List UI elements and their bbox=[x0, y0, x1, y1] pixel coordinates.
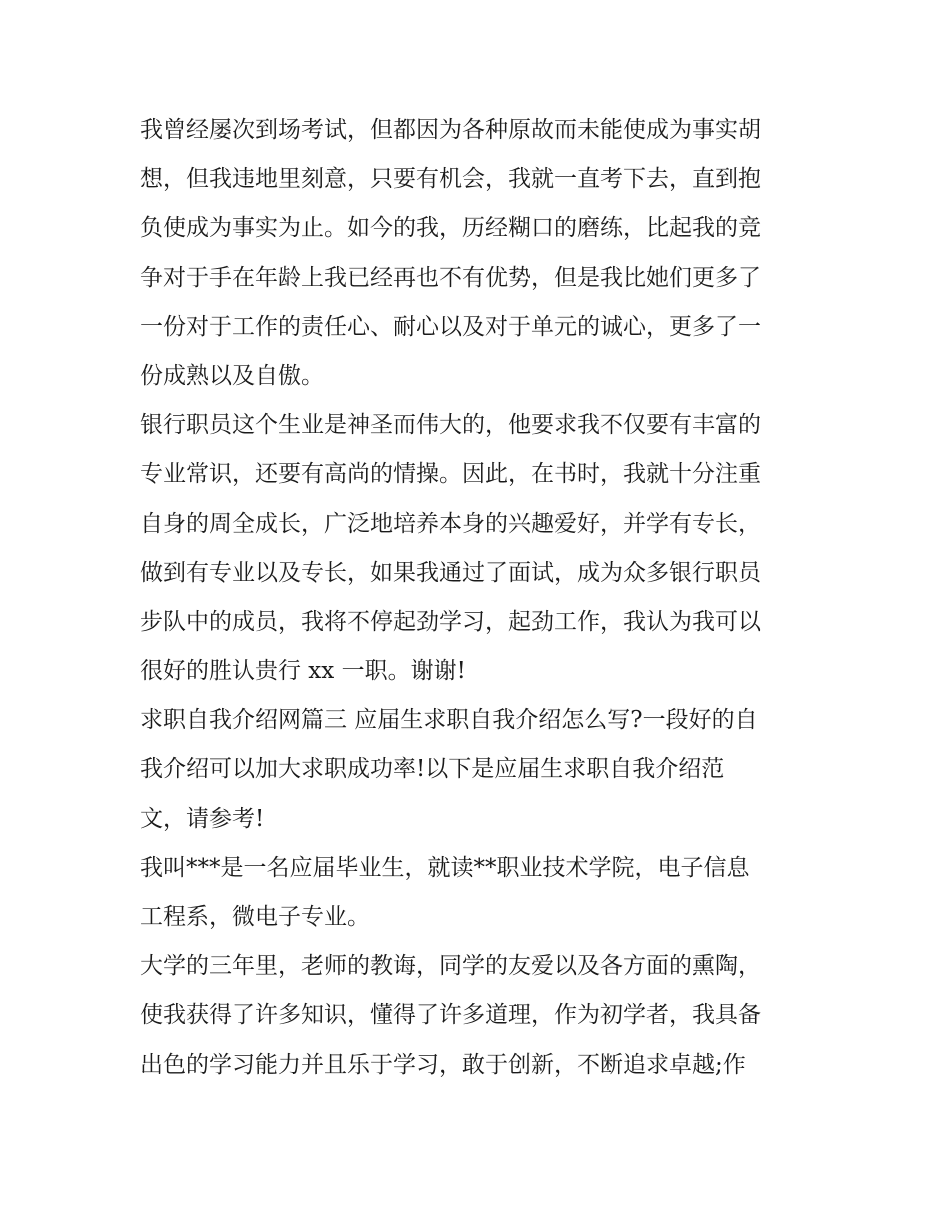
document-body bbox=[140, 106, 820, 1090]
text-line: 我介绍可以加大求职成功率!以下是应届生求职自我介绍范 bbox=[140, 756, 725, 783]
text-line: 文，请参考! bbox=[140, 805, 265, 832]
text-line: 我曾经屡次到场考试，但都因为各种原故而未能使成为事实胡 bbox=[140, 117, 761, 143]
text-line: 求职自我介绍网篇三 应届生求职自我介绍怎么写?一段好的自 bbox=[140, 707, 758, 734]
text-line: 想，但我违地里刻意，只要有机会，我就一直考下去，直到抱 bbox=[140, 166, 761, 193]
text-line: 步队中的成员，我将不停起劲学习，起劲工作，我认为我可以 bbox=[140, 608, 761, 635]
text-line: 出色的学习能力并且乐于学习，敢于创新，不断追求卓越;作 bbox=[140, 1051, 746, 1078]
text-line: 一份对于工作的责任心、耐心以及对于单元的诚心，更多了一 bbox=[140, 313, 761, 340]
text-line: 银行职员这个生业是神圣而伟大的，他要求我不仅要有丰富的 bbox=[140, 412, 761, 439]
text-line: 争对于手在年龄上我已经再也不有优势，但是我比她们更多了 bbox=[140, 264, 761, 291]
text-line: 专业常识，还要有高尚的情操。因此，在书时，我就十分注重 bbox=[140, 461, 761, 488]
text-line: 负使成为事实为止。如今的我，历经糊口的磨练，比起我的竞 bbox=[140, 215, 761, 242]
text-line: 自身的周全成长，广泛地培养本身的兴趣爱好，并学有专长， bbox=[140, 510, 761, 537]
text-line: 我叫***是一名应届毕业生，就读**职业技术学院，电子信息 bbox=[140, 854, 750, 881]
text-line: 很好的胜认贵行 xx 一职。谢谢! bbox=[140, 658, 466, 685]
text-line: 大学的三年里，老师的教诲，同学的友爱以及各方面的熏陶， bbox=[140, 953, 761, 980]
text-line: 使我获得了许多知识，懂得了许多道理，作为初学者，我具备 bbox=[140, 1002, 761, 1029]
text-line: 工程系，微电子专业。 bbox=[140, 904, 370, 930]
text-line: 份成熟以及自傲。 bbox=[140, 362, 324, 389]
text-line: 做到有专业以及专长，如果我通过了面试，成为众多银行职员 bbox=[140, 559, 761, 586]
